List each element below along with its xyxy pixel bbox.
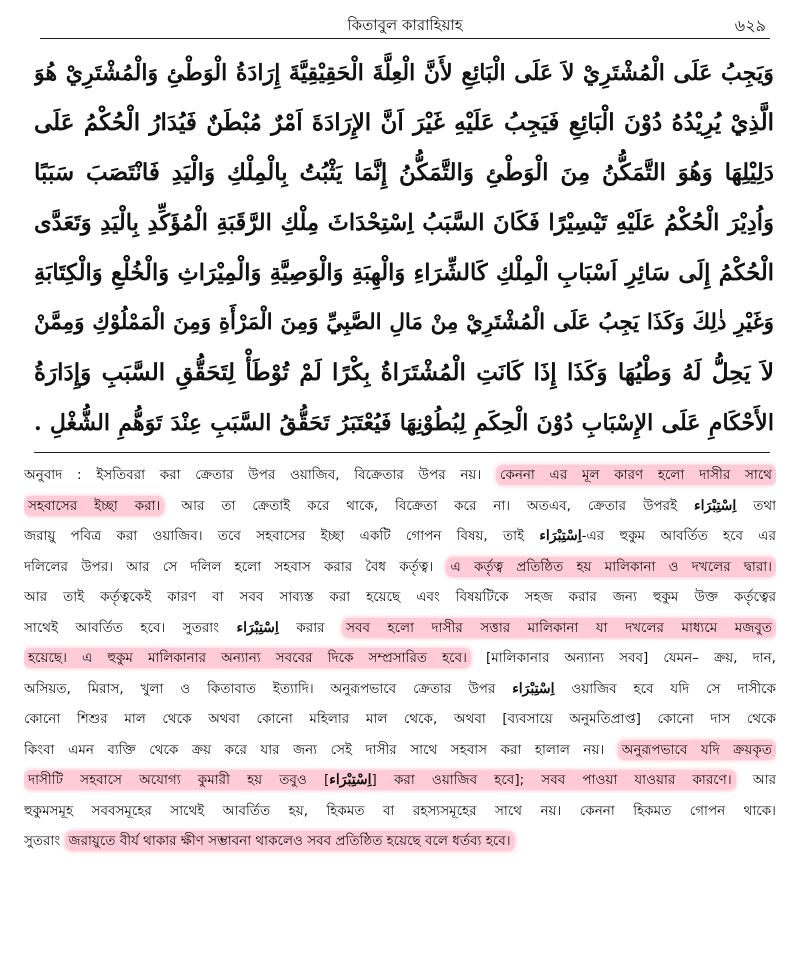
translation-line (24, 613, 776, 644)
text-run: ওয়াজিব হবে যদি সে দাসীকে (554, 680, 776, 697)
arabic-term: اِسْتِبْرَاء (694, 497, 737, 514)
arabic-term: اِسْتِبْرَاء (236, 619, 279, 636)
highlighted-text: অনুরূপভাবে যদি ক্রয়কৃত (618, 740, 776, 760)
highlighted-text (24, 770, 736, 790)
arabic-line: وَاُدِيْرَ الْحُكْمُ عَلَيْهِ تَيْسِيْرًا فَكَانَ السَّبَبُ اِسْتِحْدَاثَ مِلْكِ الرَّقَبَةِ الْمُؤَكِّدِ بِالْيَدِ وَتَعَدَّى (34, 210, 774, 236)
text-run: ] করা ওয়াজিব হবে]; সবব পাওয়া যাওয়ার কারণে। (371, 772, 732, 788)
text-run: দাসীটি সহবাসে অযোগ্য কুমারী হয় তবুও [ (28, 772, 330, 788)
translation-block (24, 460, 776, 950)
text-run: সুতরাং (24, 833, 65, 849)
arabic-line: الأَحْكَامِ عَلَى الإِسْبَابِ دُوْنَ الْحِكَمِ لِبُطُوْنِهَا فَيُعْتَبَرُ تَحَقُّقُ السَّبَبِ عِنْدَ تَوَهُّمِ الشُّغْلِ . (34, 410, 774, 436)
page-header (40, 10, 770, 40)
translation-line: কোনো শিশুর মাল থেকে অথবা কোনো মহিলার মাল থেকে, অথবা [ব্যবসায়ে অনুমতিপ্রাপ্ত] কোনো দাস থেকে (24, 711, 776, 727)
translation-line (24, 460, 776, 491)
text-run: অসিয়ত, মিরাস, খুলা ও কিতাবাত ইত্যাদি। অনুরূপভাবে ক্রেতার উপর (24, 680, 513, 697)
label-separator: : (62, 467, 97, 483)
translation-line (24, 735, 776, 766)
translation-line (24, 765, 776, 796)
translation-label: অনুবাদ (24, 467, 63, 483)
text-run: কিংবা এমন ব্যক্তি থেকে ক্রয় করে যার জন্য সেই দাসীর সাথে সহবাস করা হালাল নয়। (24, 741, 618, 758)
translation-line (24, 521, 776, 552)
arabic-line: الَّذِيْ يُرِيْدُهُ دُوْنَ الْبَائِعِ فَيَجِبُ عَلَيْهِ غَيْرَ اَنَّ الإِرَادَةَ اَمْرٌ مُبْطَنٌ فَيُدَارُ الْحُكْمُ عَلَى (34, 109, 774, 136)
translation-line (24, 491, 776, 522)
arabic-line: دَلِيْلِهَا وَهُوَ التَّمَكُّنُ مِنَ الْوَطْئِ وَالتَّمَكُّنُ إِنَّمَا يَثْبُتُ بِالْمِلْكِ وَالْيَدِ فَانْتَصَبَ سَبَبًا (34, 159, 774, 186)
page-number: ৬২৯ (734, 16, 766, 35)
text-run: করার (278, 619, 343, 636)
translation-line (24, 643, 776, 674)
arabic-line: وَغَيْرِ ذٰلِكَ وَكَذَا يَجِبُ عَلَى الْمُشْتَرِيْ مِنْ مَالِ الصَّبِيِّ وَمِنَ الْمَرْأَةِ وَمِنَ الْمَمْلُوْكِ وَمِمَّنْ (34, 310, 774, 335)
arabic-term: اِسْتِبْرَاء (329, 772, 372, 788)
highlighted-text: এ কর্তৃত্ব প্রতিষ্ঠিত হয় মালিকানা ও দখলের দ্বারা। (446, 557, 776, 577)
text-run: সাথেই আবর্তিত হবে। সুতরাং (24, 619, 237, 636)
text-run: ইসতিবরা করা ক্রেতার উপর ওয়াজিব, বিক্রেতার উপর নয়। (96, 467, 496, 483)
text-run: -এর হুকুম আবর্তিত হবে এর (581, 528, 776, 544)
highlighted-text: কেননা এর মূল কারণ হলো দাসীর সাথে (496, 465, 776, 485)
translation-line: আর তাই কর্তৃত্বকেই কারণ বা সবব সাব্যস্ত করা হয়েছে এবং বিষয়টিকে সহজ করার জন্য হুকুম উক্ত কর্তৃত্বের (24, 589, 776, 605)
text-run: আর তা ক্রেতাই করে থাকে, বিক্রেতা করে না। অতএব, ক্রেতার উপরই (164, 497, 695, 514)
text-run: দলিলের উপর। আর সে দলিল হলো সহবাস করার বৈধ কর্তৃত্ব। (24, 558, 447, 575)
text-run: [মালিকানার অন্যান্য সবব] যেমন– ক্রয়, দান, (470, 650, 776, 666)
arabic-line: وَيَجِبُ عَلَى الْمُشْتَرِيْ لاَ عَلَى الْبَائِعِ لأَنَّ الْعِلَّةَ الْحَقِيْقِيَّةَ إِرَادَةُ الْوَطْئِ وَالْمُشْتَرِيْ هُوَ (34, 60, 774, 86)
highlighted-text: হয়েছে। এ হুকুম মালিকানার অন্যান্য সববের দিকে সম্প্রসারিত হবে। (24, 648, 471, 668)
highlighted-text: সবব হলো দাসীর সত্তার মালিকানা যা দখলের মাধ্যমে মজবুত (342, 618, 776, 638)
arabic-term: اِسْتِبْرَاء (512, 680, 555, 697)
arabic-text-block (34, 48, 774, 450)
header-rule (40, 38, 770, 39)
translation-line: হুকুমসমূহ সববসমূহের সাথেই আবর্তিত হয়, হিকমত বা রহস্যসমূহের সাথে নয়। কেননা হিকমত গোপন থাকে। (24, 802, 776, 819)
arabic-term: اِسْتِبْرَاء (539, 528, 582, 544)
running-title: কিতাবুল কারাহিয়াহ (347, 16, 463, 34)
translation-line (24, 552, 776, 583)
highlighted-text: জরায়ুতে বীর্য থাকার ক্ষীণ সম্ভাবনা থাকলেও সবব প্রতিষ্ঠিত হয়েছে বলে ধর্তব্য হবে। (65, 831, 515, 851)
arabic-line: الْحُكْمُ إِلَى سَائِرِ اَسْبَابِ الْمِلْكِ كَالشِّرَاءِ وَالْهِبَةِ وَالْوَصِيَّةِ وَالْمِيْرَاثِ وَالْخُلْعِ وَالْكِتَابَةِ (34, 260, 774, 286)
section-divider (34, 452, 770, 453)
translation-line (24, 674, 776, 705)
arabic-line: لاَ يَحِلُّ لَهُ وَطْيُهَا وَكَذَا إِذَا كَانَتِ الْمُشْتَرَاةُ بِكْرًا لَمْ تُوْطَأْ لِتَحَقُّقِ السَّبَبِ وَإِدَارَةُ (34, 359, 774, 386)
text-run: জরায়ু পবিত্র করা ওয়াজিব। তবে সহবাসের ইচ্ছা একটি গোপন বিষয়, তাই (24, 528, 540, 544)
text-run: তথা (736, 497, 776, 514)
translation-line (24, 826, 776, 857)
highlighted-text: সহবাসের ইচ্ছা করা। (24, 496, 164, 516)
text-run: আর (735, 772, 776, 788)
